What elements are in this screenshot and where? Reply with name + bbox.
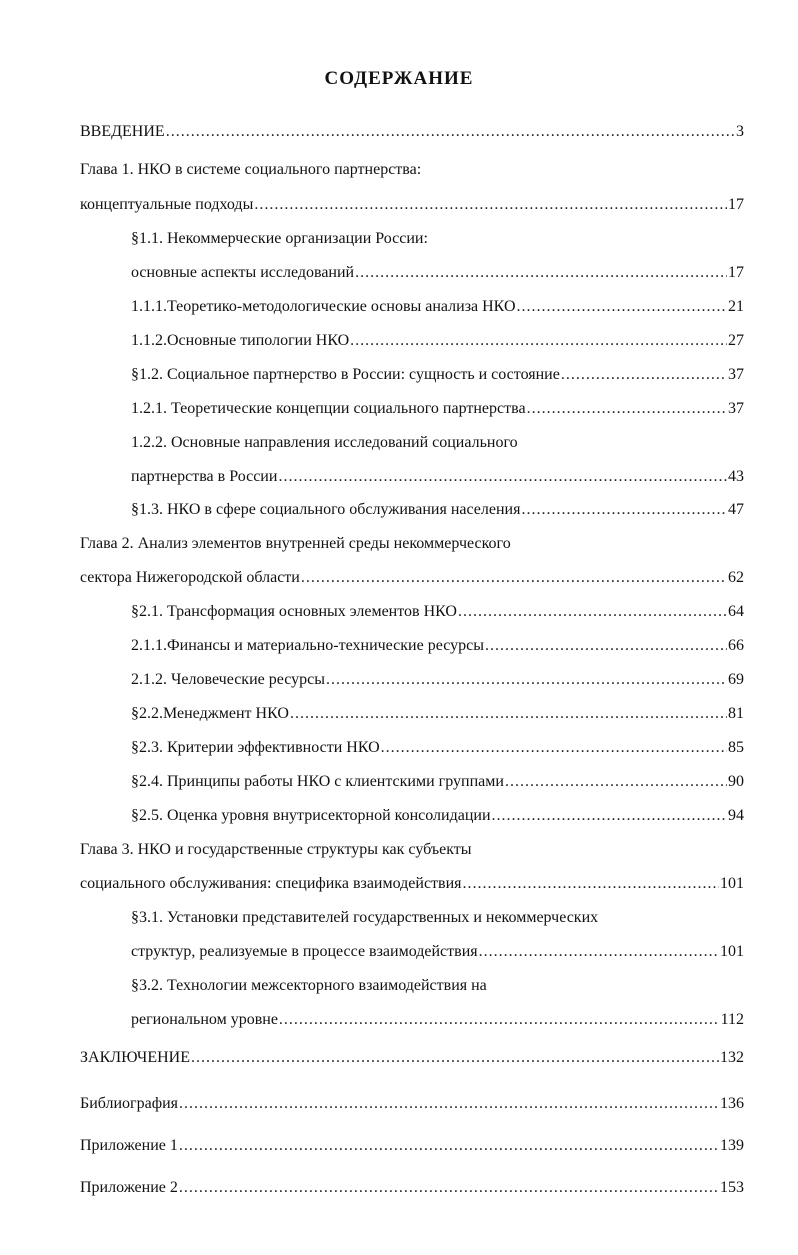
toc-entry-section-1-3 xyxy=(131,498,744,522)
toc-page-number: 101 xyxy=(720,943,744,960)
toc-page-number: 17 xyxy=(728,264,744,281)
toc-entry-chapter-2-cont xyxy=(80,566,744,590)
toc-entry-appendix-2 xyxy=(80,1176,744,1200)
toc-entry-section-1-2 xyxy=(131,363,744,387)
toc-entry-text: Библиография xyxy=(80,1095,178,1112)
toc-leader-dots xyxy=(350,329,727,353)
toc-entry-section-3-1 xyxy=(131,906,744,930)
toc-page-number: 85 xyxy=(728,739,744,756)
toc-page-number: 62 xyxy=(728,569,744,586)
toc-entry-section-3-2 xyxy=(131,974,744,998)
toc-entry-text: Глава 1. НКО в системе социального партнерства: xyxy=(80,161,422,178)
toc-entry-section-3-1-cont xyxy=(131,940,744,964)
toc-page-number: 136 xyxy=(720,1095,744,1112)
toc-leader-dots xyxy=(326,668,727,692)
toc-entry-text: ВВЕДЕНИЕ xyxy=(80,123,165,140)
toc-entry-bibliography xyxy=(80,1092,744,1116)
toc-leader-dots xyxy=(492,804,727,828)
toc-entry-section-1-1-cont xyxy=(131,261,744,285)
toc-entry-text: основные аспекты исследований xyxy=(131,264,355,281)
toc-leader-dots xyxy=(485,634,727,658)
toc-leader-dots xyxy=(191,1046,719,1070)
toc-page-number: 47 xyxy=(728,501,744,518)
toc-leader-dots xyxy=(254,193,727,217)
toc-page-number: 153 xyxy=(720,1179,744,1196)
toc-page-number: 21 xyxy=(728,298,744,315)
toc-page-number: 94 xyxy=(728,807,744,824)
toc-leader-dots xyxy=(381,736,727,760)
toc-entry-section-2-2 xyxy=(131,702,744,726)
toc-entry-text: социального обслуживания: специфика взаимодействия xyxy=(80,875,462,892)
toc-page-number: 27 xyxy=(728,332,744,349)
toc-page-number: 90 xyxy=(728,773,744,790)
toc-entry-text: §2.2.Менеджмент НКО xyxy=(131,705,289,722)
toc-entry-section-2-4 xyxy=(131,770,744,794)
toc-page-number: 132 xyxy=(720,1049,744,1066)
toc-entry-section-1-1-2 xyxy=(131,329,744,353)
toc-entry-section-1-2-2 xyxy=(131,431,744,455)
toc-leader-dots xyxy=(166,120,735,144)
toc-entry-text: 1.1.2.Основные типологии НКО xyxy=(131,332,350,349)
toc-entry-text: Приложение 2 xyxy=(80,1179,178,1196)
toc-leader-dots xyxy=(355,261,727,285)
toc-page-number: 101 xyxy=(720,875,744,892)
toc-leader-dots xyxy=(458,600,727,624)
toc-entry-text: 1.2.1. Теоретические концепции социального партнерства xyxy=(131,400,526,417)
toc-entry-text: §1.3. НКО в сфере социального обслуживания населения xyxy=(131,501,521,518)
toc-entry-text: Глава 2. Анализ элементов внутренней среды некоммерческого xyxy=(80,535,511,552)
toc-entry-chapter-1 xyxy=(80,158,744,182)
toc-entry-text: концептуальные подходы xyxy=(80,196,254,213)
toc-page-number: 66 xyxy=(728,637,744,654)
toc-entry-text: региональном уровне xyxy=(131,1011,278,1028)
toc-entry-text: 2.1.2. Человеческие ресурсы xyxy=(131,671,325,688)
toc-entry-text: сектора Нижегородской области xyxy=(80,569,300,586)
toc-entry-text: ЗАКЛЮЧЕНИЕ xyxy=(80,1049,190,1066)
toc-leader-dots xyxy=(521,498,727,522)
toc-leader-dots xyxy=(561,363,727,387)
toc-leader-dots xyxy=(505,770,727,794)
toc-entry-text: §2.3. Критерии эффективности НКО xyxy=(131,739,380,756)
toc-entry-chapter-3-cont xyxy=(80,872,744,896)
toc-entry-appendix-1 xyxy=(80,1134,744,1158)
toc-entry-text: §2.1. Трансформация основных элементов НКО xyxy=(131,603,457,620)
toc-page-number: 69 xyxy=(728,671,744,688)
toc-entry-section-1-1 xyxy=(131,227,744,251)
toc-leader-dots xyxy=(527,397,727,421)
toc-entry-text: §3.2. Технологии межсекторного взаимодействия на xyxy=(131,977,487,994)
toc-entry-section-2-3 xyxy=(131,736,744,760)
toc-page-number: 17 xyxy=(728,196,744,213)
toc-entry-section-1-2-2-cont xyxy=(131,465,744,489)
toc-leader-dots xyxy=(290,702,727,726)
toc-entry-section-1-2-1 xyxy=(131,397,744,421)
toc-leader-dots xyxy=(479,940,719,964)
toc-entry-section-3-2-cont xyxy=(131,1008,744,1032)
toc-entry-section-2-1 xyxy=(131,600,744,624)
toc-page-number: 139 xyxy=(720,1137,744,1154)
toc-entry-text: 2.1.1.Финансы и материально-технические ресурсы xyxy=(131,637,484,654)
toc-leader-dots xyxy=(517,295,727,319)
toc-entry-chapter-3 xyxy=(80,838,744,862)
toc-entry-section-2-1-1 xyxy=(131,634,744,658)
toc-page-number: 3 xyxy=(736,123,744,140)
toc-entry-text: структур, реализуемые в процессе взаимодействия xyxy=(131,943,478,960)
toc-entry-introduction xyxy=(80,120,744,144)
toc-leader-dots xyxy=(301,566,727,590)
toc-page-number: 81 xyxy=(728,705,744,722)
toc-leader-dots xyxy=(279,1008,720,1032)
toc-leader-dots xyxy=(278,465,727,489)
toc-entry-text: партнерства в России xyxy=(131,468,278,485)
toc-entry-section-2-5 xyxy=(131,804,744,828)
toc-entry-section-2-1-2 xyxy=(131,668,744,692)
toc-entry-text: §3.1. Установки представителей государственных и некоммерческих xyxy=(131,909,599,926)
toc-leader-dots xyxy=(179,1176,719,1200)
toc-page-number: 37 xyxy=(728,366,744,383)
toc-entry-text: §2.4. Принципы работы НКО с клиентскими группами xyxy=(131,773,504,790)
page-title: СОДЕРЖАНИЕ xyxy=(324,68,474,89)
toc-entry-section-1-1-1 xyxy=(131,295,744,319)
toc-leader-dots xyxy=(179,1092,719,1116)
toc-page-number: 37 xyxy=(728,400,744,417)
toc-entry-text: Глава 3. НКО и государственные структуры как субъекты xyxy=(80,841,472,858)
toc-leader-dots xyxy=(463,872,719,896)
toc-entry-conclusion xyxy=(80,1046,744,1070)
toc-entry-text: 1.2.2. Основные направления исследований социального xyxy=(131,434,518,451)
toc-page-number: 112 xyxy=(720,1011,744,1028)
toc-entry-chapter-2 xyxy=(80,532,744,556)
toc-page-number: 43 xyxy=(728,468,744,485)
toc-entry-text: §1.1. Некоммерческие организации России: xyxy=(131,230,428,247)
toc-entry-text: §1.2. Социальное партнерство в России: сущность и состояние xyxy=(131,366,560,383)
toc-entry-text: Приложение 1 xyxy=(80,1137,178,1154)
toc-page-number: 64 xyxy=(728,603,744,620)
toc-entry-text: 1.1.1.Теоретико-методологические основы анализа НКО xyxy=(131,298,516,315)
toc-leader-dots xyxy=(179,1134,719,1158)
toc-entry-text: §2.5. Оценка уровня внутрисекторной консолидации xyxy=(131,807,491,824)
toc-entry-chapter-1-cont xyxy=(80,193,744,217)
